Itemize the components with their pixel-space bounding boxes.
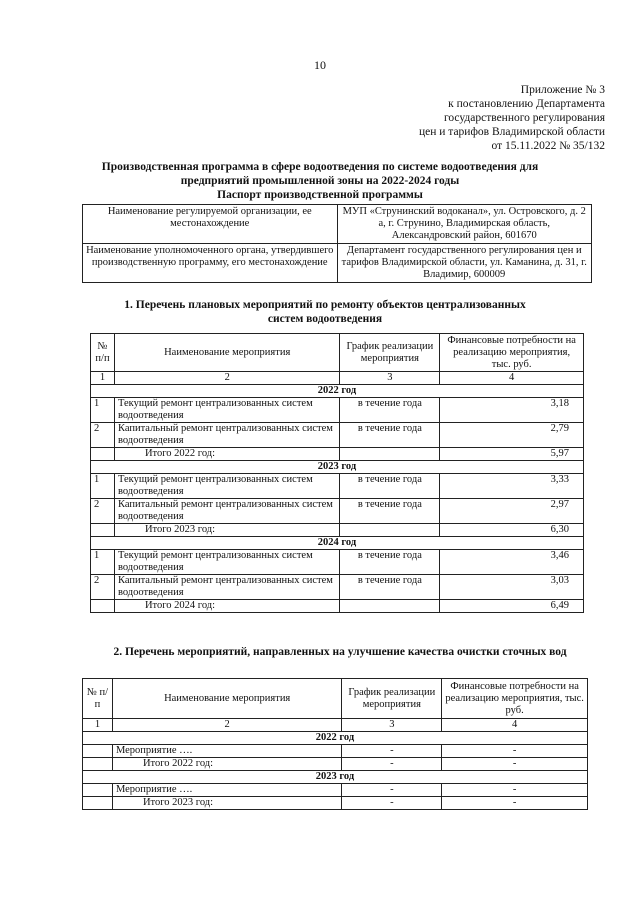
activity-name: Капитальный ремонт централизованных систем водоотведения	[114, 499, 339, 524]
activity-amount: -	[442, 784, 588, 797]
section2-title: 2. Перечень мероприятий, направленных на улучшение качества очистки сточных вод	[113, 646, 567, 658]
activity-schedule: в течение года	[340, 575, 440, 600]
table-row	[91, 575, 584, 600]
appendix-line: к постановлению Департамента	[448, 98, 605, 110]
appendix-line: цен и тарифов Владимирской области	[418, 126, 605, 138]
table-row	[91, 423, 584, 448]
total-schedule: -	[342, 758, 442, 771]
passport-label: Наименование регулируемой организации, ее местонахождение	[83, 205, 338, 244]
passport-label: Наименование уполномоченного органа, утвердившего производственную программу, его местонахождение	[83, 244, 338, 283]
total-amount: -	[442, 758, 588, 771]
column-number: 2	[114, 372, 339, 385]
table-row	[91, 474, 584, 499]
total-amount: -	[442, 797, 588, 810]
appendix-line: государственного регулирования	[443, 112, 605, 124]
activity-schedule: -	[342, 745, 442, 758]
total-label: Итого 2022 год:	[112, 758, 341, 771]
year-label: 2022 год	[83, 732, 588, 745]
header-cell: График реализации мероприятия	[342, 679, 442, 719]
activity-amount: 2,79	[440, 423, 584, 448]
activity-name: Мероприятие ….	[112, 745, 341, 758]
activity-schedule: в течение года	[340, 423, 440, 448]
title-line: Производственная программа в сфере водоотведения по системе водоотведения для	[101, 161, 539, 173]
treatment-quality-table	[82, 678, 588, 810]
total-row	[83, 797, 588, 810]
activity-amount: 3,46	[440, 550, 584, 575]
header-cell: Наименование мероприятия	[112, 679, 341, 719]
activity-schedule: в течение года	[340, 398, 440, 423]
table-header-row	[83, 679, 588, 719]
table-row	[83, 745, 588, 758]
total-amount: 5,97	[440, 448, 584, 461]
table-row	[91, 499, 584, 524]
row-number: 1	[91, 398, 115, 423]
header-cell: Финансовые потребности на реализацию мероприятия, тыс. руб.	[442, 679, 588, 719]
row-number: 2	[91, 423, 115, 448]
title-line: предприятий промышленной зоны на 2022-2024 годы	[180, 175, 460, 187]
activity-amount: 3,18	[440, 398, 584, 423]
table-row	[83, 784, 588, 797]
header-cell: Наименование мероприятия	[114, 334, 339, 372]
document-title	[60, 160, 580, 202]
column-number: 1	[83, 719, 113, 732]
column-number: 4	[440, 372, 584, 385]
column-number: 1	[91, 372, 115, 385]
section1-title: 1. Перечень плановых мероприятий по ремонту объектов централизованных систем водоотведения	[124, 299, 526, 325]
total-label: Итого 2022 год:	[114, 448, 339, 461]
appendix-line: Приложение № 3	[520, 84, 605, 96]
total-row	[83, 758, 588, 771]
passport-value: Департамент государственного регулирования цен и тарифов Владимирской области, ул. Каманина, д. 31, г. Владимир, 600009	[337, 244, 592, 283]
header-cell: График реализации мероприятия	[340, 334, 440, 372]
year-label: 2023 год	[91, 461, 584, 474]
column-number-row	[91, 372, 584, 385]
activity-amount: 2,97	[440, 499, 584, 524]
year-row	[91, 537, 584, 550]
activity-name: Капитальный ремонт централизованных систем водоотведения	[114, 423, 339, 448]
activity-name: Текущий ремонт централизованных систем водоотведения	[114, 550, 339, 575]
header-cell: № п/п	[83, 679, 113, 719]
year-row	[83, 732, 588, 745]
year-label: 2024 год	[91, 537, 584, 550]
year-label: 2022 год	[91, 385, 584, 398]
appendix-header	[360, 83, 605, 153]
year-row	[91, 461, 584, 474]
total-schedule: -	[342, 797, 442, 810]
activity-name: Мероприятие ….	[112, 784, 341, 797]
year-row	[91, 385, 584, 398]
table-row	[91, 398, 584, 423]
activity-schedule: -	[342, 784, 442, 797]
repair-plan-table	[90, 333, 584, 613]
table-header-row	[91, 334, 584, 372]
total-label: Итого 2023 год:	[112, 797, 341, 810]
activity-name: Текущий ремонт централизованных систем водоотведения	[114, 398, 339, 423]
row-number: 1	[91, 550, 115, 575]
activity-name: Текущий ремонт централизованных систем водоотведения	[114, 474, 339, 499]
column-number: 4	[442, 719, 588, 732]
table-row	[83, 244, 592, 283]
passport-table	[82, 204, 592, 283]
passport-value: МУП «Струнинский водоканал», ул. Островского, д. 2 а, г. Струнино, Владимирская область, Александровский район, 601670	[337, 205, 592, 244]
column-number: 3	[340, 372, 440, 385]
total-label: Итого 2023 год:	[114, 524, 339, 537]
activity-schedule: в течение года	[340, 499, 440, 524]
total-row	[91, 600, 584, 613]
row-number: 2	[91, 575, 115, 600]
activity-amount: 3,03	[440, 575, 584, 600]
total-amount: 6,49	[440, 600, 584, 613]
year-label: 2023 год	[83, 771, 588, 784]
activity-schedule: в течение года	[340, 550, 440, 575]
activity-amount: -	[442, 745, 588, 758]
activity-name: Капитальный ремонт централизованных систем водоотведения	[114, 575, 339, 600]
page-number: 10	[314, 58, 326, 72]
total-label: Итого 2024 год:	[114, 600, 339, 613]
row-number: 2	[91, 499, 115, 524]
title-line: Паспорт производственной программы	[217, 189, 423, 201]
column-number: 2	[112, 719, 341, 732]
appendix-line: от 15.11.2022 № 35/132	[491, 140, 605, 152]
header-cell: № п/п	[91, 334, 115, 372]
header-cell: Финансовые потребности на реализацию мероприятия, тыс. руб.	[440, 334, 584, 372]
activity-schedule: в течение года	[340, 474, 440, 499]
column-number-row	[83, 719, 588, 732]
table-row	[83, 205, 592, 244]
table-row	[91, 550, 584, 575]
total-row	[91, 448, 584, 461]
column-number: 3	[342, 719, 442, 732]
year-row	[83, 771, 588, 784]
row-number: 1	[91, 474, 115, 499]
total-amount: 6,30	[440, 524, 584, 537]
total-row	[91, 524, 584, 537]
activity-amount: 3,33	[440, 474, 584, 499]
